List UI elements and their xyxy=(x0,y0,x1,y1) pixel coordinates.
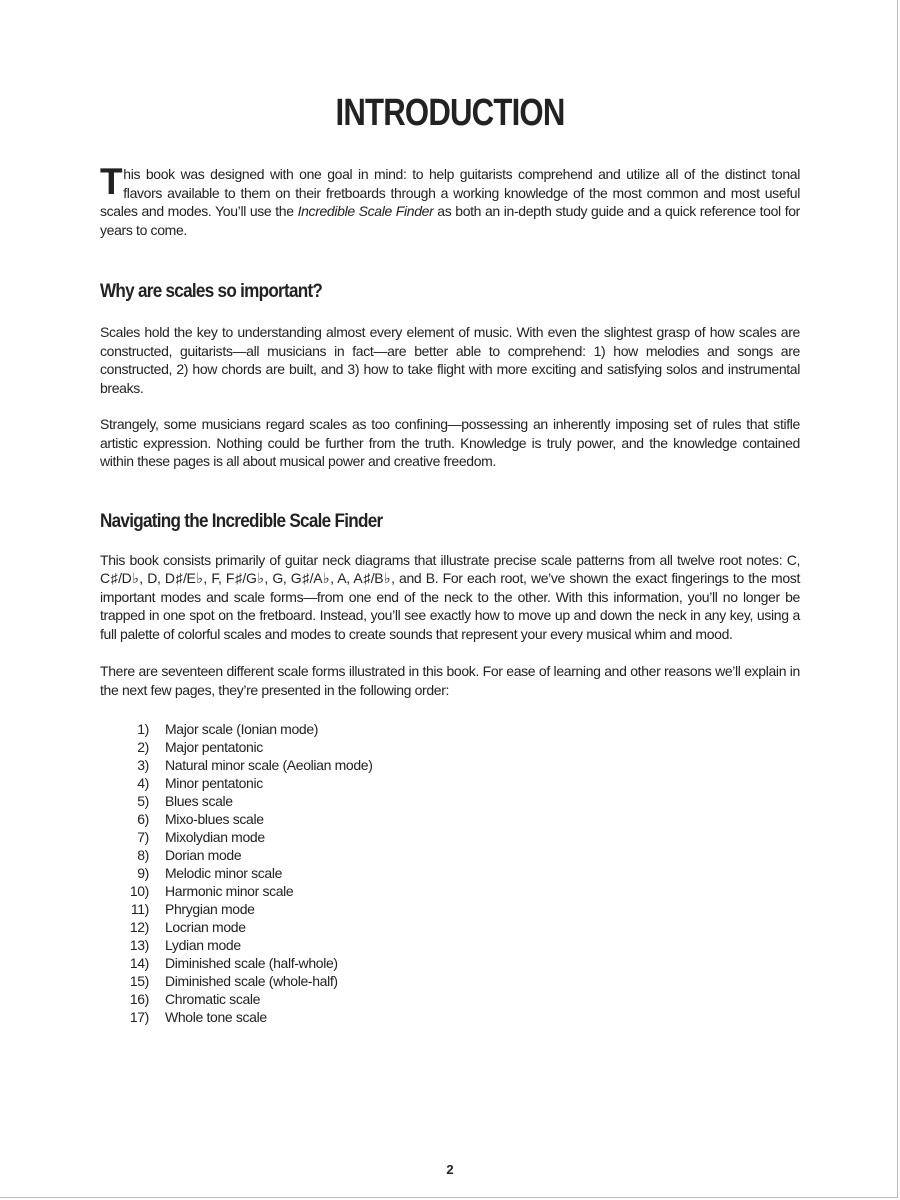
list-item xyxy=(100,990,800,1008)
list-item-label: Whole tone scale xyxy=(165,1009,267,1025)
why-paragraph-1: Scales hold the key to understanding almost every element of music. With even the slightest grasp of how scales are constructed, guitarists—all musicians in fact—are better able to comprehend: 1) how melodies and songs are constructed, 2) how chords are built, and 3) how to take flight with more exciting and satisfying solos and instrumental breaks. xyxy=(100,324,800,396)
list-item xyxy=(100,972,800,990)
list-item xyxy=(100,900,800,918)
list-item-number: 1) xyxy=(137,721,149,737)
list-item-number: 17) xyxy=(129,1009,149,1025)
list-item-label: Chromatic scale xyxy=(165,991,261,1007)
list-item-label: Major scale (Ionian mode) xyxy=(165,721,319,737)
list-item-number: 4) xyxy=(137,775,149,791)
list-item-label: Melodic minor scale xyxy=(165,865,283,881)
list-item-number: 2) xyxy=(137,739,149,755)
list-item xyxy=(100,738,800,756)
list-item-label: Phrygian mode xyxy=(165,901,255,917)
list-item xyxy=(100,882,800,900)
list-item-number: 6) xyxy=(137,811,149,827)
list-item-label: Diminished scale (half-whole) xyxy=(165,955,338,971)
list-item xyxy=(100,936,800,954)
list-item-label: Locrian mode xyxy=(165,919,246,935)
why-paragraph-2: Strangely, some musicians regard scales as too confining—possessing an inherently imposing set of rules that stifle artistic expression. Nothing could be further from the truth. Knowledge is truly power, and the knowledge contained within these pages is all about musical power and creative freedom. xyxy=(100,416,800,469)
list-item xyxy=(100,954,800,972)
list-item-number: 8) xyxy=(137,847,149,863)
drop-cap: T xyxy=(100,161,123,202)
list-item xyxy=(100,774,800,792)
list-item-label: Mixo-blues scale xyxy=(165,811,264,827)
list-item-number: 9) xyxy=(137,865,149,881)
list-item-label: Mixolydian mode xyxy=(165,829,265,845)
list-item-number: 3) xyxy=(137,757,149,773)
list-item-label: Minor pentatonic xyxy=(165,775,263,791)
list-item-number: 7) xyxy=(137,829,149,845)
list-item-number: 12) xyxy=(129,919,149,935)
list-item xyxy=(100,846,800,864)
list-item xyxy=(100,1008,800,1026)
section-heading-why-scales: Why are scales so important? xyxy=(100,281,323,302)
list-item xyxy=(100,810,800,828)
list-item-label: Natural minor scale (Aeolian mode) xyxy=(165,757,373,773)
intro-text-start: his book was designed with one goal in mind: to help guitarists comprehend and utilize all of the distinct tonal flavors available to them on their fretboards through a working knowledge of the most common and most useful scales and modes. You’ll use the xyxy=(100,166,800,219)
page-number: 2 xyxy=(446,1162,454,1177)
navigating-paragraph-2: There are seventeen different scale forms illustrated in this book. For ease of learning and other reasons we’ll explain in the next few pages, they’re presented in the following order: xyxy=(100,663,800,698)
section-heading-navigating: Navigating the Incredible Scale Finder xyxy=(100,510,383,532)
list-item xyxy=(100,918,800,936)
list-item-label: Major pentatonic xyxy=(165,739,263,755)
list-item-number: 11) xyxy=(130,901,149,917)
book-title: Incredible Scale Finder xyxy=(297,203,434,219)
list-item-number: 16) xyxy=(129,991,149,1007)
list-item-number: 15) xyxy=(129,973,149,989)
list-item-label: Diminished scale (whole-half) xyxy=(165,973,338,989)
list-item-number: 14) xyxy=(129,955,149,971)
list-item xyxy=(100,720,800,738)
list-item-number: 10) xyxy=(129,883,149,899)
scale-order-list xyxy=(100,720,800,1026)
list-item-label: Lydian mode xyxy=(165,937,241,953)
navigating-paragraph-1: This book consists primarily of guitar neck diagrams that illustrate precise scale patterns from all twelve root notes: C, C♯/D♭, D, D♯/E♭, F, F♯/G♭, G, G♯/A♭, A, A♯/B♭, and B. For each root, we’ve shown the exact fingerings to the most important modes and scale forms—from one end of the neck to the other. With this information, you’ll no longer be trapped in one spot on the fretboard. Instead, you’ll see exactly how to move up and down the neck in any key, using a full palette of colorful scales and modes to create sounds that represent your every musical whim and mood. xyxy=(100,551,800,642)
list-item xyxy=(100,792,800,810)
list-item xyxy=(100,864,800,882)
list-item-number: 5) xyxy=(137,793,149,809)
page-title: INTRODUCTION xyxy=(335,92,565,134)
intro-paragraph xyxy=(100,161,800,239)
list-item-label: Dorian mode xyxy=(165,847,242,863)
list-item-number: 13) xyxy=(129,937,149,953)
list-item-label: Blues scale xyxy=(165,793,233,809)
list-item xyxy=(100,828,800,846)
intro-text-end: as both an in-depth study guide and a quick reference tool for years to come. xyxy=(100,203,800,238)
list-item-label: Harmonic minor scale xyxy=(165,883,294,899)
page-content xyxy=(100,161,800,1026)
list-item xyxy=(100,756,800,774)
